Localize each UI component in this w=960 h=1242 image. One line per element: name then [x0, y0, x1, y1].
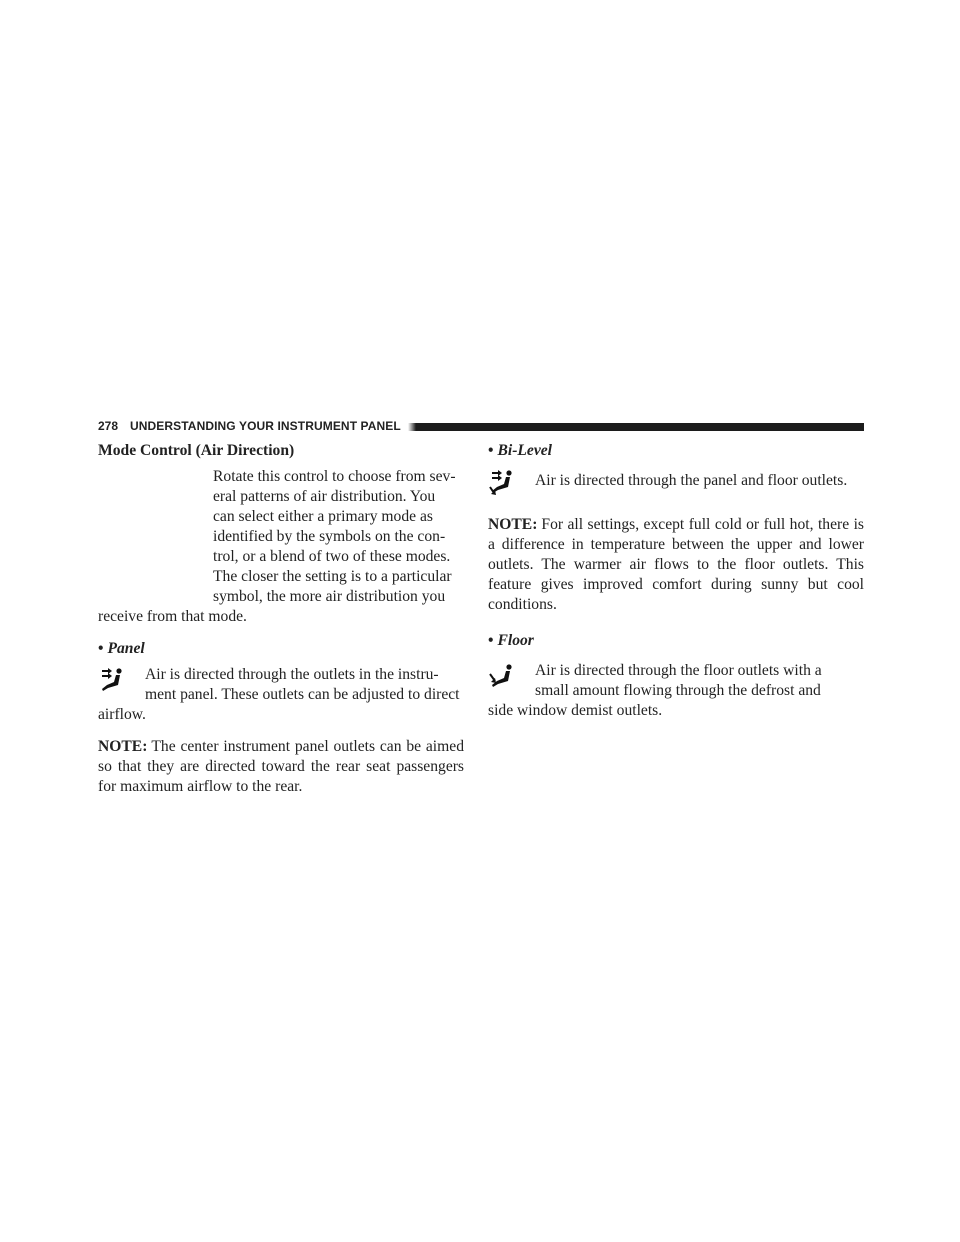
floor-text-lines: [488, 661, 864, 701]
note-text: For all settings, except full cold or full hot, there is a difference in temperature between the upper and lower outlets. The warmer air flows to the floor outlets. This feature gives improved comfort during sunny but cool conditions.: [488, 516, 864, 613]
panel-text-lines: [98, 665, 464, 705]
mode-control-knob-image: [98, 467, 203, 591]
bi-level-mode-icon: [488, 467, 518, 497]
floor-description: [488, 661, 864, 721]
bullet-bi-level: • Bi-Level: [488, 442, 553, 459]
floor-text-line: small amount flowing through the defrost and: [535, 682, 821, 699]
intro-line: identified by the symbols on the con-: [213, 528, 446, 545]
mode-control-intro: [98, 467, 464, 627]
bi-level-description: [488, 467, 864, 491]
note-label: NOTE:: [488, 516, 538, 533]
bullet-label: Bi-Level: [497, 442, 553, 459]
bullet-label: Floor: [497, 632, 534, 649]
intro-text: [213, 467, 464, 607]
bullet-floor: • Floor: [488, 632, 534, 649]
intro-line: symbol, the more air distribution you: [213, 588, 446, 605]
left-column: [98, 441, 464, 797]
floor-text-tail: side window demist outlets.: [488, 702, 663, 719]
intro-line: Rotate this control to choose from sev-: [213, 468, 456, 485]
note-text: The center instrument panel outlets can be aimed so that they are directed toward the rear seat passengers for maximum airflow to the rear.: [98, 738, 464, 795]
page-number: 278: [98, 419, 119, 433]
panel-text-line: ment panel. These outlets can be adjusted to direct: [145, 686, 460, 703]
right-column: [488, 441, 864, 721]
bi-level-text: Air is directed through the panel and floor outlets.: [535, 472, 848, 489]
note-center-outlets: [98, 737, 464, 797]
section-title: UNDERSTANDING YOUR INSTRUMENT PANEL: [130, 419, 401, 433]
intro-line: can select either a primary mode as: [213, 508, 433, 525]
note-label: NOTE:: [98, 738, 148, 755]
intro-tail: receive from that mode.: [98, 608, 247, 625]
panel-text-line: Air is directed through the outlets in the instru-: [145, 666, 439, 683]
intro-line: eral patterns of air distribution. You: [213, 488, 436, 505]
page-header: [98, 416, 864, 436]
floor-mode-icon: [488, 661, 518, 691]
intro-line: trol, or a blend of two of these modes.: [213, 548, 451, 565]
bullet-panel: • Panel: [98, 640, 145, 657]
note-temperature: [488, 515, 864, 615]
panel-text-tail: airflow.: [98, 706, 146, 723]
panel-description: [98, 665, 464, 725]
intro-line: The closer the setting is to a particular: [213, 568, 452, 585]
header-rule: [416, 423, 864, 431]
floor-text-line: Air is directed through the floor outlets with a: [535, 662, 822, 679]
bullet-label: Panel: [107, 640, 145, 657]
panel-mode-icon: [98, 665, 128, 695]
section-heading: Mode Control (Air Direction): [98, 442, 295, 459]
